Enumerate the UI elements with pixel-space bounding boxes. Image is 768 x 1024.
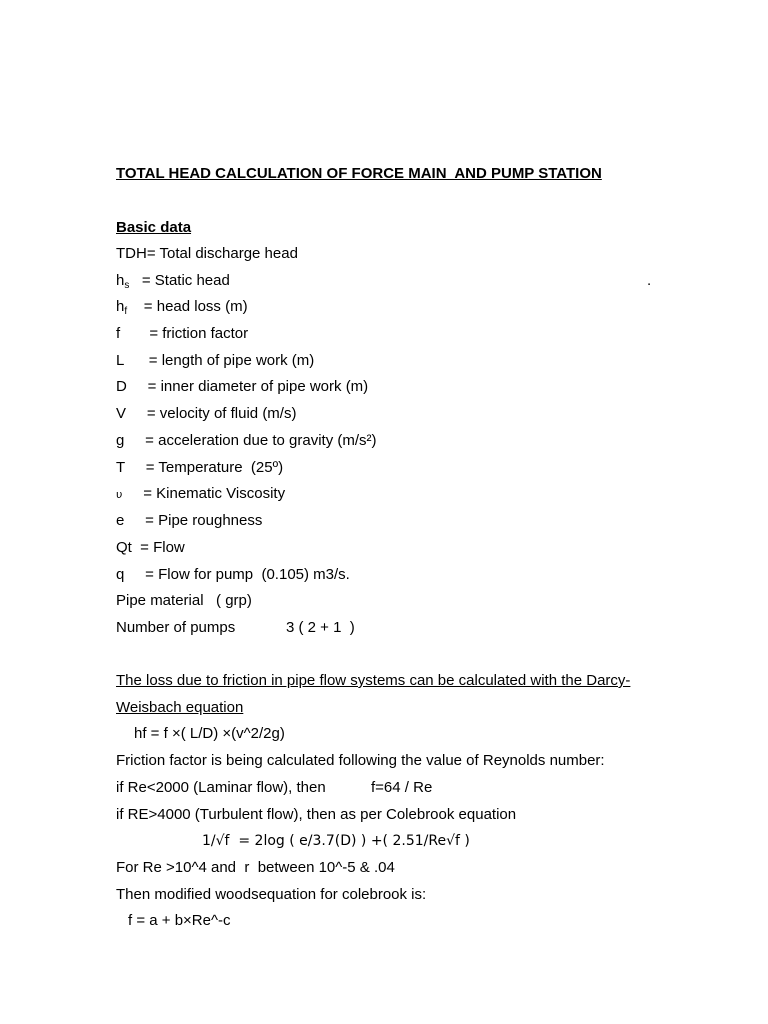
basic-data-heading: Basic data xyxy=(116,219,192,236)
nu-text: = Kinematic Viscosity xyxy=(122,485,286,502)
colebrook-equation: 1/√f = 2log ( e/3.7(D) ) +( 2.51/Re√f ) xyxy=(202,833,470,849)
turbulent-condition: if RE>4000 (Turbulent flow), then as per Colebrook equation xyxy=(116,806,517,823)
woods-intro: Then modified woodsequation for colebrook is: xyxy=(116,886,427,903)
number-of-pumps-value: 3 ( 2 + 1 ) xyxy=(286,619,355,636)
roughness-definition: e = Pipe roughness xyxy=(116,512,263,529)
head-loss-definition xyxy=(116,298,248,316)
velocity-definition: V = velocity of fluid (m/s) xyxy=(116,405,297,422)
darcy-equation: hf = f ×( L/D) ×(v^2/2g) xyxy=(134,725,285,742)
temperature-definition: T = Temperature (25º) xyxy=(116,459,284,476)
darcy-intro-line-1: The loss due to friction in pipe flow systems can be calculated with the Darcy- xyxy=(116,672,631,689)
laminar-equation: f=64 / Re xyxy=(371,779,433,796)
friction-factor-definition: f = friction factor xyxy=(116,325,249,342)
laminar-condition: if Re<2000 (Laminar flow), then xyxy=(116,779,326,796)
woods-equation: f = a + b×Re^-c xyxy=(128,912,231,929)
static-head-definition xyxy=(116,272,230,290)
friction-factor-text: Friction factor is being calculated following the value of Reynolds number: xyxy=(116,752,605,769)
hf-subscript: f xyxy=(124,306,128,317)
document-title: TOTAL HEAD CALCULATION OF FORCE MAIN AND PUMP STATION xyxy=(116,165,602,182)
tdh-definition: TDH= Total discharge head xyxy=(116,245,298,262)
pipe-material: Pipe material ( grp) xyxy=(116,592,252,609)
darcy-intro-line-2: Weisbach equation xyxy=(116,699,244,716)
number-of-pumps-label: Number of pumps xyxy=(116,619,236,636)
hf-text: = head loss (m) xyxy=(127,298,248,315)
hs-subscript: s xyxy=(124,280,130,291)
hs-text: = Static head xyxy=(129,272,230,289)
viscosity-definition xyxy=(116,485,285,504)
reynolds-range: For Re >10^4 and r between 10^-5 & .04 xyxy=(116,859,395,876)
flow-definition: Qt = Flow xyxy=(116,539,185,556)
diameter-definition: D = inner diameter of pipe work (m) xyxy=(116,378,369,395)
hs-symbol: h xyxy=(116,272,125,289)
nu-symbol: υ xyxy=(116,488,123,501)
trailing-dot: . xyxy=(647,272,652,289)
pump-flow-definition: q = Flow for pump (0.105) m3/s. xyxy=(116,566,350,583)
gravity-definition: g = acceleration due to gravity (m/s²) xyxy=(116,432,377,449)
length-definition: L = length of pipe work (m) xyxy=(116,352,315,369)
hf-symbol: h xyxy=(116,298,125,315)
